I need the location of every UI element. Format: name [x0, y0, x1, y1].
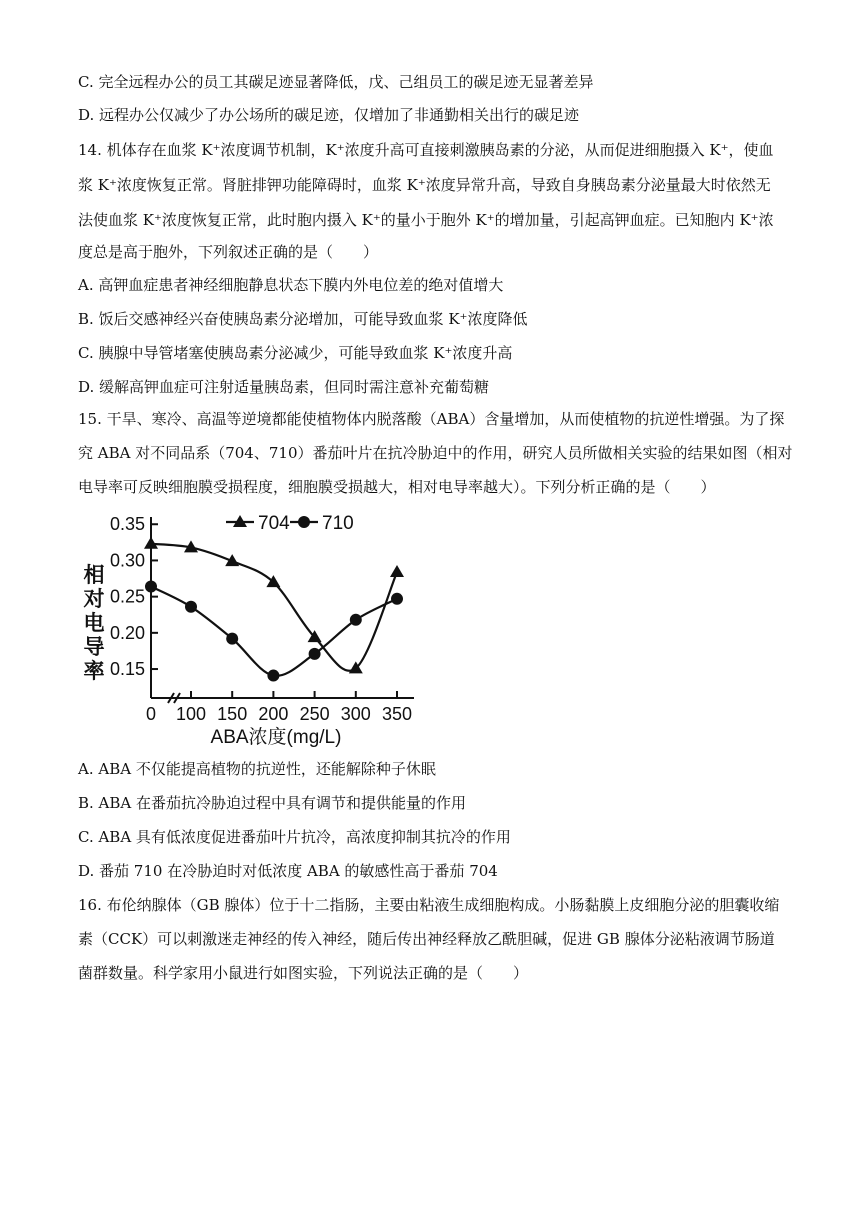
question-16-line-2: 素（CCK）可以刺激迷走神经的传入神经，随后传出神经释放乙酰胆碱，促进 GB 腺体分泌粘液调节肠道: [78, 930, 775, 948]
data-point-710: [226, 633, 238, 645]
question-16-line-1: 16. 布伦纳腺体（GB 腺体）位于十二指肠，主要由粘液生成细胞构成。小肠黏膜上皮细胞分泌的胆囊收缩: [78, 896, 780, 914]
question-14-line-4: 度总是高于胞外，下列叙述正确的是（ ）: [78, 243, 379, 261]
y-tick-label: 0.25: [109, 586, 145, 607]
question-15-line-2: 究 ABA 对不同品系（704、710）番茄叶片在抗冷胁迫中的作用，研究人员所做相关实验的结果如图（相对: [78, 444, 793, 462]
x-tick-label: 0: [145, 704, 157, 724]
option-15d: D. 番茄 710 在冷胁迫时对低浓度 ABA 的敏感性高于番茄 704: [78, 862, 498, 880]
question-16-line-3: 菌群数量。科学家用小鼠进行如图实验，下列说法正确的是（ ）: [78, 964, 529, 982]
option-14b: B. 饭后交感神经兴奋使胰岛素分泌增加，可能导致血浆 K⁺浓度降低: [78, 310, 528, 328]
data-point-704: [390, 565, 404, 577]
x-tick-label: 350: [381, 704, 413, 724]
legend-label-704: 704: [258, 513, 290, 534]
x-tick-label: 300: [340, 704, 371, 724]
question-14-line-3: 法使血浆 K⁺浓度恢复正常，此时胞内摄入 K⁺的量小于胞外 K⁺的增加量，引起高钾血症。已知胞内 K⁺浓: [78, 211, 774, 229]
x-tick-label: 250: [299, 704, 330, 724]
y-tick-label: 0.35: [109, 514, 145, 535]
x-tick-label: 150: [217, 704, 248, 724]
option-14a: A. 高钾血症患者神经细胞静息状态下膜内外电位差的绝对值增大: [78, 276, 504, 294]
data-point-710: [185, 601, 197, 613]
y-tick-label: 0.15: [109, 659, 145, 680]
data-point-710: [309, 648, 321, 660]
line-chart: [78, 507, 428, 755]
option-13c: C. 完全远程办公的员工其碳足迹显著降低，戊、己组员工的碳足迹无显著差异: [78, 73, 594, 91]
data-point-710: [350, 614, 362, 626]
question-14-line-1: 14. 机体存在血浆 K⁺浓度调节机制，K⁺浓度升高可直接刺激胰岛素的分泌，从而促进细胞摄入 K⁺，使血: [78, 141, 774, 159]
legend-marker-710: [298, 516, 310, 528]
x-tick-label: 200: [258, 704, 289, 724]
question-15-line-1: 15. 干旱、寒冷、高温等逆境都能使植物体内脱落酸（ABA）含量增加，从而使植物的抗逆性增强。为了探: [78, 410, 785, 428]
data-point-710: [145, 581, 157, 593]
data-point-710: [391, 593, 403, 605]
data-point-704: [144, 537, 158, 549]
option-13d: D. 远程办公仅减少了办公场所的碳足迹，仅增加了非通勤相关出行的碳足迹: [78, 106, 580, 124]
question-15-line-3: 电导率可反映细胞膜受损程度，细胞膜受损越大，相对电导率越大）。下列分析正确的是（ ）: [78, 478, 716, 496]
chart-legend: [226, 513, 354, 534]
y-axis-label: 相对电导率: [83, 564, 105, 683]
option-15c: C. ABA 具有低浓度促进番茄叶片抗冷，高浓度抑制其抗冷的作用: [78, 828, 511, 846]
option-15b: B. ABA 在番茄抗冷胁迫过程中具有调节和提供能量的作用: [78, 794, 467, 812]
option-15a: A. ABA 不仅能提高植物的抗逆性，还能解除种子休眠: [78, 760, 436, 778]
option-14c: C. 胰腺中导管堵塞使胰岛素分泌减少，可能导致血浆 K⁺浓度升高: [78, 344, 513, 362]
y-tick-label: 0.30: [109, 550, 145, 571]
legend-label-710: 710: [322, 513, 354, 534]
x-axis-label: ABA浓度(mg/L): [210, 727, 342, 748]
x-tick-label: 100: [175, 704, 207, 724]
data-point-710: [267, 670, 279, 682]
option-14d: D. 缓解高钾血症可注射适量胰岛素，但同时需注意补充葡萄糖: [78, 378, 490, 396]
y-tick-label: 0.20: [109, 622, 145, 643]
question-14-line-2: 浆 K⁺浓度恢复正常。肾脏排钾功能障碍时，血浆 K⁺浓度异常升高，导致自身胰岛素分泌量最大时依然无: [78, 176, 771, 194]
